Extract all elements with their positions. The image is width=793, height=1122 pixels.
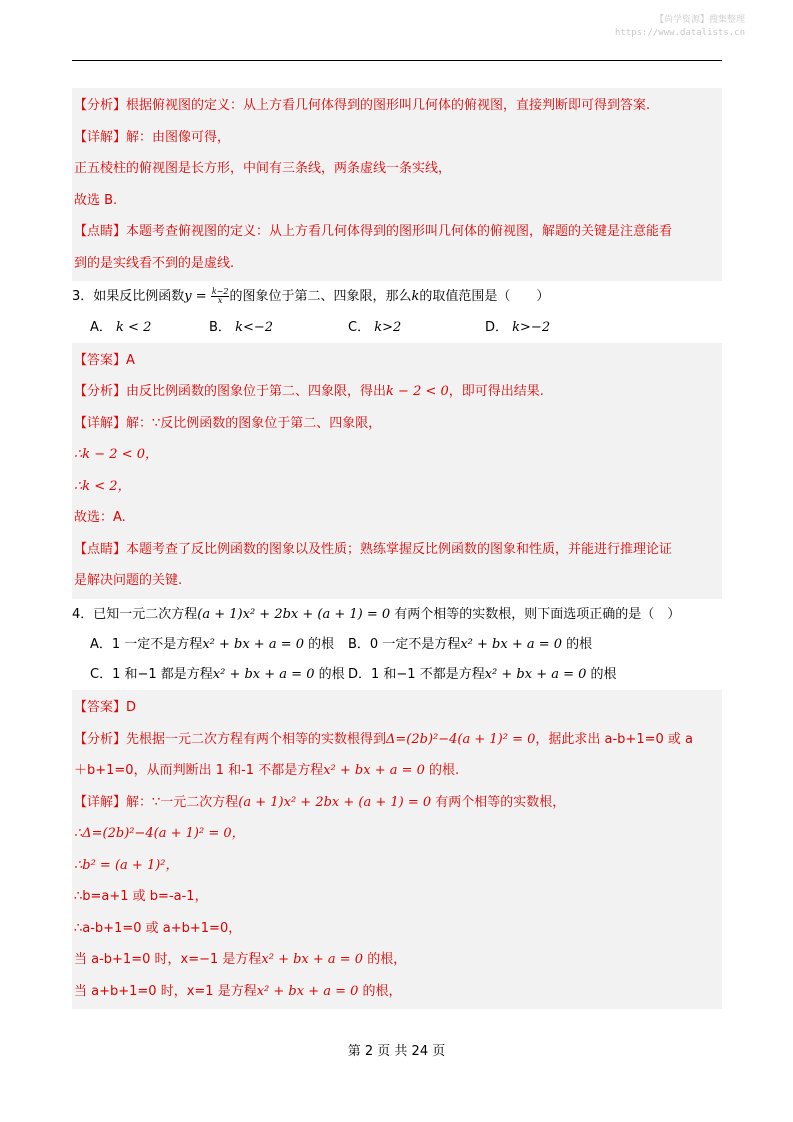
analysis-tag: 【分析】 (74, 384, 127, 399)
q4-solution-box (72, 690, 722, 1009)
q4-options-cd (72, 660, 722, 690)
comment-tag: 【点睛】 (74, 541, 127, 557)
comment-tag: 【点睛】 (74, 224, 127, 239)
q3-comment-cont: 是解决问题的关键. (74, 573, 183, 588)
analysis-tag: 【分析】 (74, 731, 127, 747)
q2-comment-cont: 到的是实线看不到的是虚线. (74, 255, 235, 271)
header-rule (72, 60, 722, 61)
analysis-tag: 【分析】 (74, 98, 127, 113)
q3-step-1: ∴k − 2 < 0， (74, 447, 159, 462)
page-content (72, 88, 722, 1009)
q2-analysis: 【分析】根据俯视图的定义：从上方看几何体得到的图形叫几何体的俯视图，直接判断即可得到答案. (74, 98, 651, 113)
q4-step-4: ∴a-b+1=0 或 a+b+1=0， (74, 920, 242, 936)
detail-tag: 【详解】 (74, 794, 127, 810)
detail-tag: 【详解】 (74, 129, 127, 145)
q4-option-a: A．1 一定不是方程x² + bx + a = 0 的根 (90, 637, 335, 652)
q3-solution-box (72, 343, 722, 599)
q4-answer: 【答案】D (74, 700, 137, 715)
q3-answer: 【答案】A (74, 352, 135, 368)
q2-detail: 【详解】解：由图像可得， (74, 129, 231, 145)
q4-step-1: ∴Δ=(2b)²−4(a + 1)² = 0， (74, 826, 245, 841)
q3-step-2: ∴k < 2， (74, 478, 131, 494)
q4-step-2: ∴b² = (a + 1)²， (74, 857, 179, 873)
q3-analysis: 【分析】由反比例函数的图象位于第二、四象限，得出k − 2 < 0，即可得出结果. (74, 384, 544, 399)
q2-conclusion: 故选 B. (74, 192, 118, 208)
question-number: 3． (72, 289, 94, 304)
answer-tag: 【答案】 (74, 352, 127, 368)
q3-step-3: 故选：A. (74, 510, 126, 525)
q4-option-c: C．1 和−1 都是方程x² + bx + a = 0 的根 (90, 667, 345, 682)
q4-analysis: 【分析】先根据一元二次方程有两个相等的实数根得到Δ=(2b)²−4(a + 1)² = 0，据此求出 a-b+1=0 或 a (74, 731, 693, 747)
watermark-source: 【尚学资源】搜集整理 (654, 15, 745, 25)
page-number-footer: 第 2 页 共 24 页 (347, 1044, 446, 1059)
q3-option-d: D． k>−2 (485, 319, 551, 335)
question-number: 4． (72, 606, 94, 622)
q3-detail: 【详解】解：∵反比例函数的图象位于第二、四象限， (74, 415, 382, 431)
fraction: $\frac{k-2}{x}$ (211, 287, 229, 305)
q4-stem: 4．已知一元二次方程(a + 1)x² + 2bx + (a + 1) = 0 有两个相等的实数根，则下面选项正确的是（ ） (72, 606, 681, 622)
q2-solution-box (72, 88, 722, 281)
q3-option-b: B． k<−2 (209, 319, 273, 335)
q3-options (72, 313, 722, 343)
watermark-url: https://www.datalists.cn (614, 28, 745, 38)
q4-step-5: 当 a-b+1=0 时，x=−1 是方程x² + bx + a = 0 的根， (74, 952, 407, 967)
q4-detail: 【详解】解：∵一元二次方程(a + 1)x² + 2bx + (a + 1) = 0 有两个相等的实数根， (74, 794, 566, 810)
q2-detail-line: 正五棱柱的俯视图是长方形，中间有三条线，两条虚线一条实线， (74, 161, 452, 176)
q4-option-d: D．1 和−1 不都是方程x² + bx + a = 0 的根 (348, 667, 617, 682)
q3-stem: 3．如果反比例函数y = $\frac{k-2}{x}$ 的图象位于第二、四象限，那么k的取值范围是（ ） (72, 287, 550, 305)
q4-options-ab (72, 630, 722, 660)
detail-tag: 【详解】 (74, 415, 127, 431)
answer-tag: 【答案】 (74, 700, 127, 715)
q4-step-3: ∴b=a+1 或 b=-a-1， (74, 889, 208, 904)
q4-step-6: 当 a+b+1=0 时，x=1 是方程x² + bx + a = 0 的根， (74, 983, 402, 999)
q3-option-a: A． k < 2 (90, 319, 152, 335)
q3-option-c: C． k>2 (348, 319, 402, 335)
q4-option-b: B．0 一定不是方程x² + bx + a = 0 的根 (348, 637, 593, 652)
q2-comment: 【点睛】本题考查俯视图的定义：从上方看几何体得到的图形叫几何体的俯视图，解题的关键是注意能看 (74, 224, 673, 239)
q4-analysis-cont: ＋b+1=0，从而判断出 1 和-1 不都是方程x² + bx + a = 0 的根. (74, 763, 460, 778)
watermark (615, 14, 745, 40)
q3-comment: 【点睛】本题考查了反比例函数的图象以及性质；熟练掌握反比例函数的图象和性质，并能进行推理论证 (74, 541, 673, 557)
